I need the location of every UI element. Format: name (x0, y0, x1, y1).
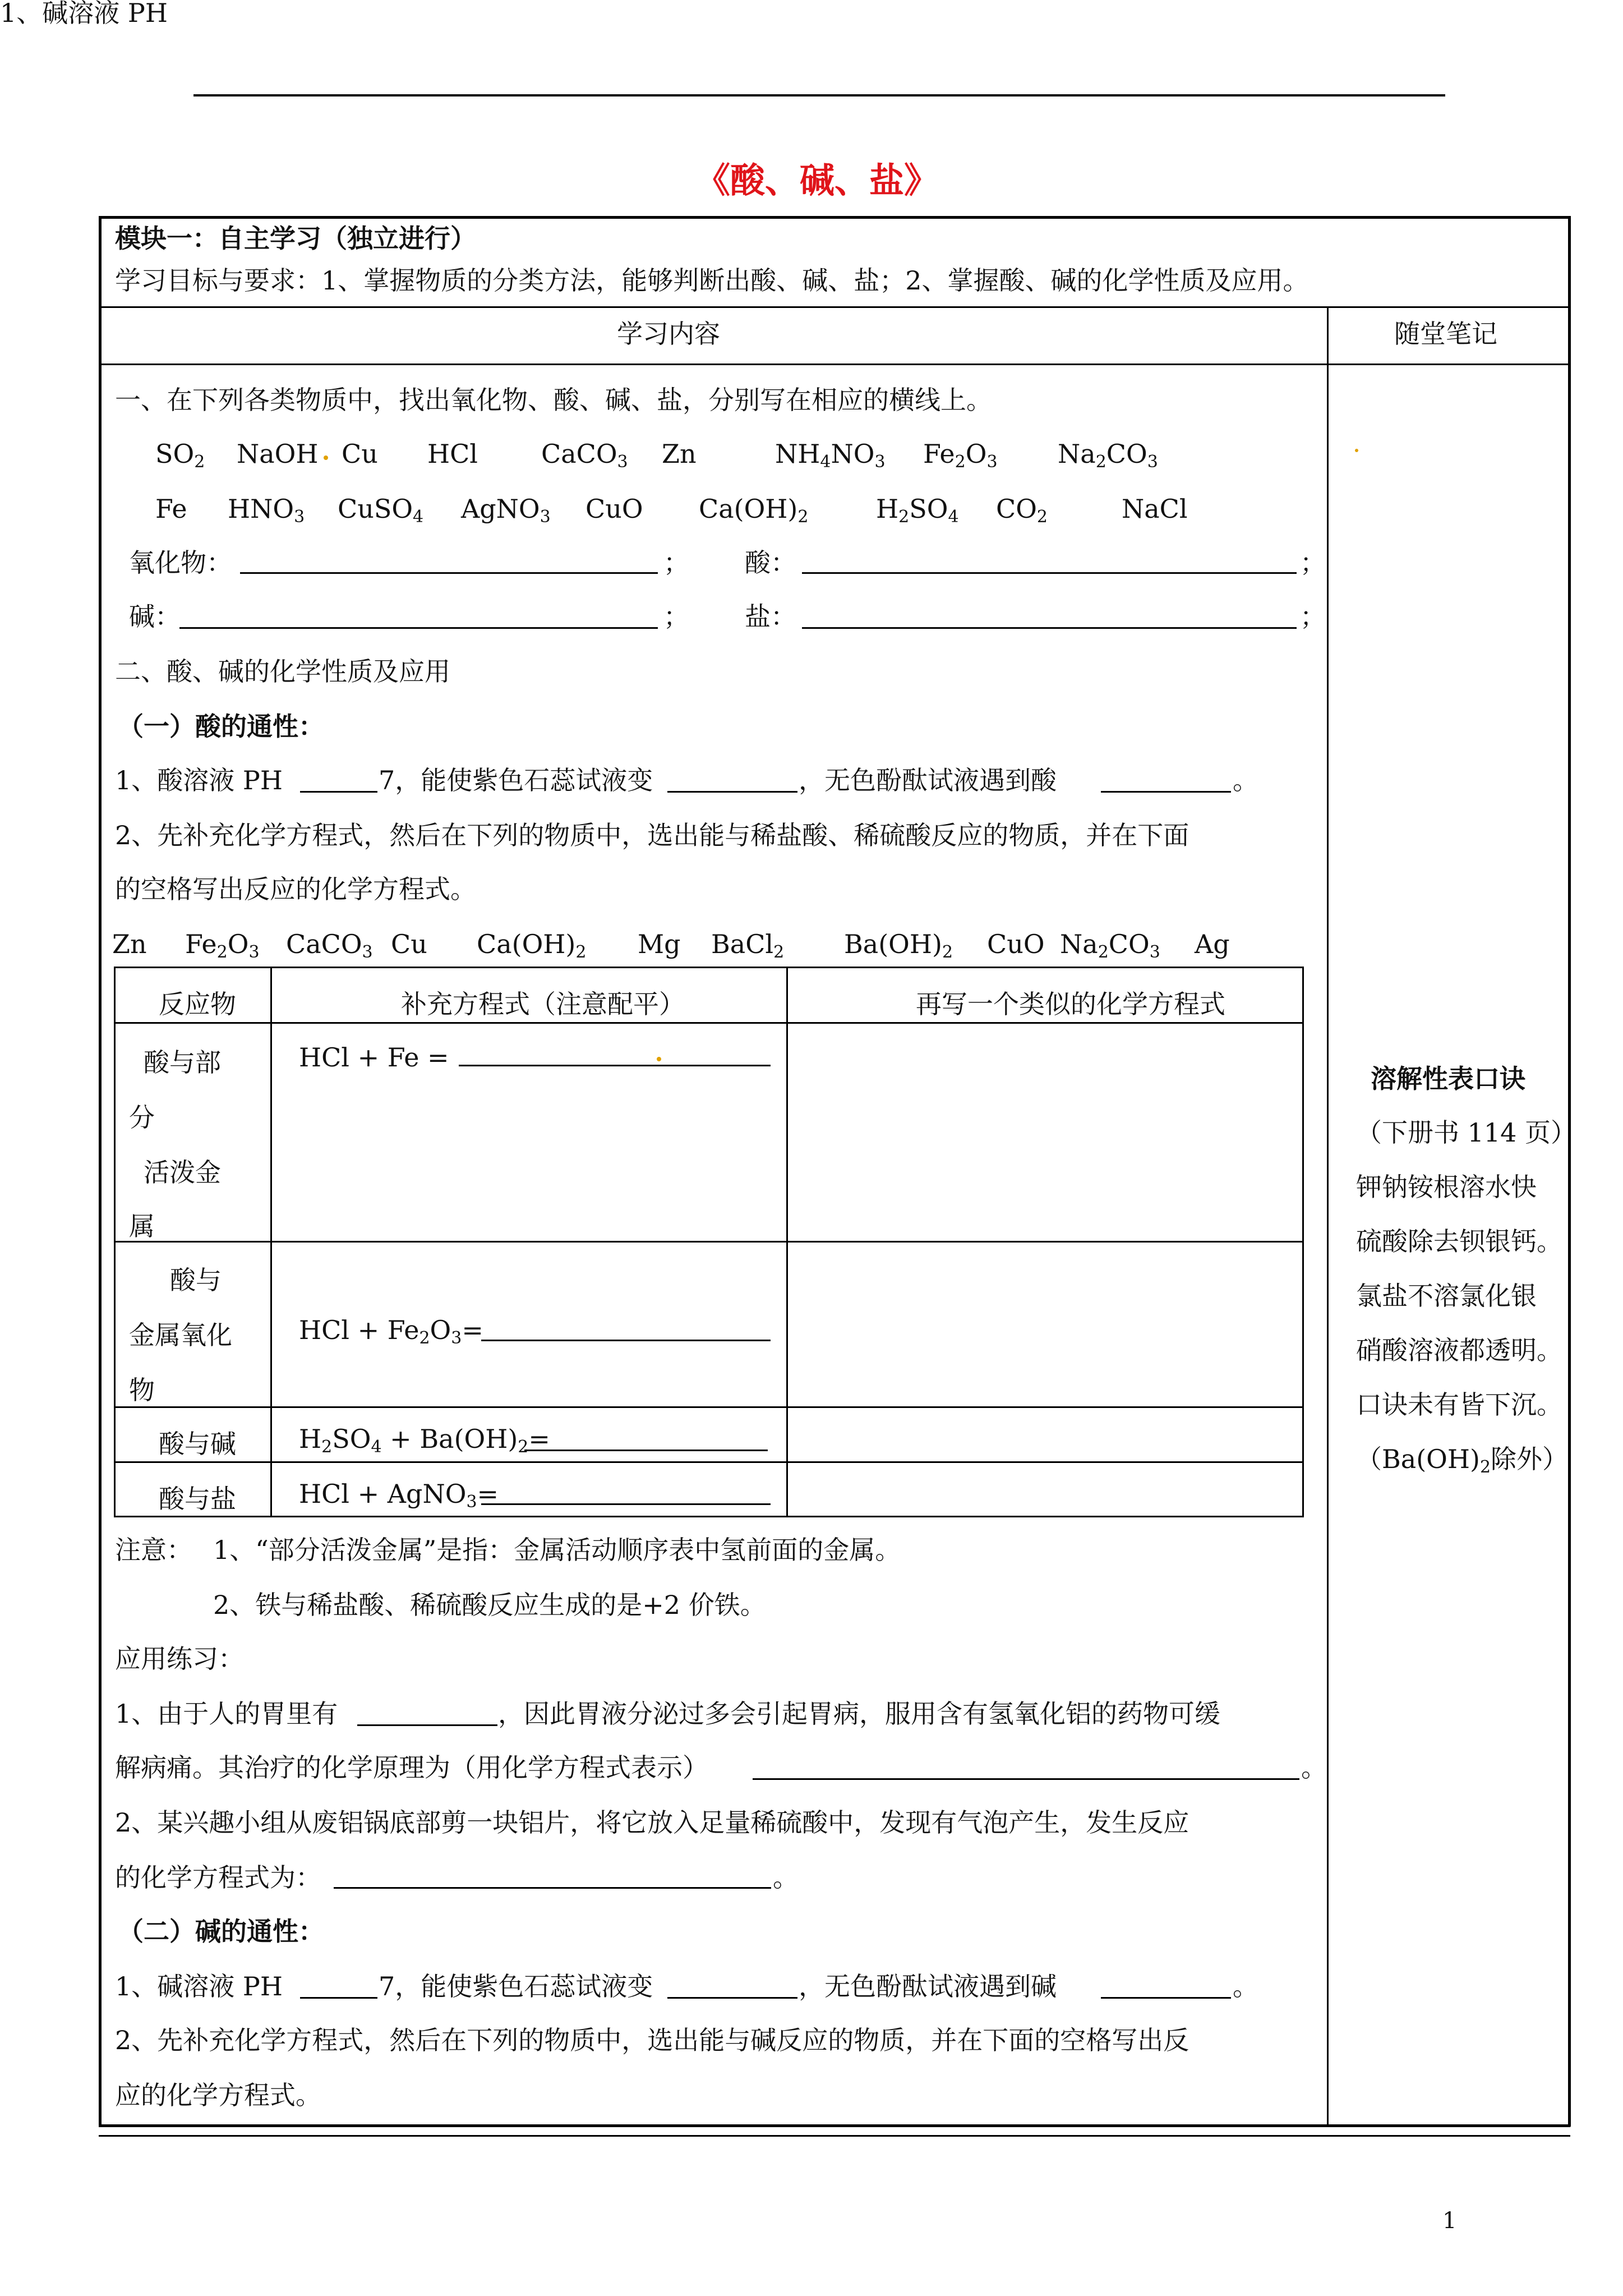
frame-bottom-shadow (99, 2135, 1570, 2137)
substance-cu: Cu (342, 439, 378, 469)
practice-title: 应用练习： (115, 1644, 244, 1674)
table-header-equation: 补充方程式（注意配平） (401, 989, 685, 1019)
solubility-line-exception: （$Ba(OH)_2$除外） (1356, 1444, 1569, 1477)
substance-caco3: CaCO$_3$ (541, 439, 628, 472)
table-line (1302, 967, 1304, 1517)
answer-blank-oxide[interactable] (240, 572, 658, 574)
label-oxide: 氧化物： (129, 547, 232, 578)
answer-blank-phenol-base[interactable] (1101, 1997, 1231, 1999)
answer-blank-treatment-equation[interactable] (753, 1778, 1299, 1780)
stray-mark (1355, 449, 1358, 452)
equation-acid-base: $H_2SO_4 + Ba(OH)_2=$ (299, 1424, 550, 1457)
semicolon: ； (1300, 601, 1326, 632)
answer-blank-litmus-base[interactable] (667, 1997, 797, 1999)
reactant-label: 酸与 (170, 1265, 222, 1295)
page-title: 《酸、碱、盐》 (695, 160, 939, 201)
choice-mg: Mg (638, 929, 681, 959)
acid-q1-part2: 7，能使紫色石蕊试液变 (379, 765, 653, 795)
substance-fe2o3: $Fe_2O_3$ (923, 439, 998, 472)
reactant-label: 分 (129, 1102, 155, 1133)
answer-blank-salt[interactable] (802, 627, 1297, 629)
solubility-line: 口诀未有皆下沉。 (1356, 1389, 1562, 1420)
header-rule (193, 94, 1445, 96)
base-q1-part1: 1、碱溶液 PH (0, 0, 168, 28)
solubility-line: 氯盐不溶氯化银 (1356, 1281, 1537, 1311)
choice-fe2o3: $Fe_2O_3$ (185, 929, 260, 962)
table-line (786, 967, 788, 1517)
header-row-bottom (99, 364, 1570, 365)
choice-bacl2: BaCl$_2$ (711, 929, 785, 962)
stray-mark (657, 1057, 661, 1061)
practice-2b: 的化学方程式为： (115, 1862, 321, 1893)
header-row-top (99, 306, 1570, 308)
notes-column-divider (1327, 306, 1329, 2127)
choice-caoh2: $Ca(OH)_2$ (477, 929, 587, 962)
reactant-label: 金属氧化 (129, 1320, 232, 1350)
answer-blank-base-ph[interactable] (300, 1997, 377, 1999)
table-header-similar: 再写一个类似的化学方程式 (916, 989, 1225, 1019)
semicolon: ； (663, 601, 689, 632)
table-line (114, 967, 1304, 968)
label-acid: 酸： (745, 547, 796, 578)
reactant-label: 酸与部 (144, 1047, 221, 1078)
choice-caco3: CaCO$_3$ (286, 929, 373, 962)
substance-nh4no3: $NH_4NO_3$ (775, 439, 886, 472)
practice-1a: 1、由于人的胃里有 (115, 1699, 338, 1729)
base-q2-line2: 应的化学方程式。 (115, 2080, 321, 2110)
section1-prompt: 一、在下列各类物质中，找出氧化物、酸、碱、盐，分别写在相应的横线上。 (115, 385, 992, 415)
solubility-line: 硝酸溶液都透明。 (1356, 1335, 1562, 1365)
section2-heading: 二、酸、碱的化学性质及应用 (115, 656, 450, 687)
note-label: 注意： (115, 1535, 192, 1565)
choice-zn: Zn (112, 929, 147, 959)
substance-fe: Fe (155, 494, 187, 524)
practice-1-end: 。 (1301, 1752, 1327, 1783)
substance-hcl: HCl (427, 439, 478, 469)
frame-right (1568, 216, 1571, 2127)
reactant-label: 活泼金 (144, 1157, 221, 1188)
base-q1-part1: 1、碱溶液 PH (115, 1971, 283, 2001)
choice-cu: Cu (391, 929, 427, 959)
answer-blank-base[interactable] (179, 627, 658, 629)
choice-na2co3: $Na_2CO_3$ (1060, 929, 1160, 962)
base-q1-part4: 。 (1233, 1971, 1258, 2001)
frame-left (99, 216, 102, 2127)
practice-2-end: 。 (773, 1862, 799, 1893)
answer-blank-equation[interactable] (524, 1450, 768, 1451)
acid-properties-title: （一）酸的通性： (118, 711, 324, 742)
substance-caoh2: $Ca(OH)_2$ (699, 494, 809, 527)
substance-zn: Zn (662, 439, 697, 469)
base-properties-title: （二）碱的通性： (118, 1916, 324, 1947)
stray-mark (324, 455, 328, 460)
acid-q2-line2: 的空格写出反应的化学方程式。 (115, 874, 476, 904)
practice-1b: ，因此胃液分泌过多会引起胃病，服用含有氢氧化铝的药物可缓 (498, 1699, 1220, 1729)
reactant-label: 属 (129, 1211, 155, 1241)
acid-q2-line1: 2、先补充化学方程式，然后在下列的物质中，选出能与稀盐酸、稀硫酸反应的物质，并在下面 (115, 820, 1189, 850)
answer-blank-litmus-acid[interactable] (667, 791, 797, 793)
equation-acid-metal-oxide: HCl + $Fe_2O_3=$ (299, 1315, 483, 1348)
column-header-notes: 随堂笔记 (1394, 319, 1497, 349)
choice-ag: Ag (1195, 929, 1230, 959)
solubility-mnemonic-heading: 溶解性表口诀 (1371, 1064, 1525, 1094)
label-base: 碱： (129, 601, 181, 632)
answer-blank-equation[interactable] (481, 1503, 771, 1505)
answer-blank-stomach[interactable] (357, 1724, 497, 1726)
module-objectives: 学习目标与要求：1、掌握物质的分类方法，能够判断出酸、碱、盐；2、掌握酸、碱的化学性质及应用。 (115, 265, 1309, 296)
substance-nacl: NaCl (1122, 494, 1188, 524)
reactant-label: 物 (129, 1375, 155, 1405)
semicolon: ； (1300, 547, 1326, 578)
acid-q1-part3: ，无色酚酞试液遇到酸 (799, 765, 1057, 795)
answer-blank-aluminum-equation[interactable] (334, 1887, 771, 1889)
equation-acid-metal: HCl + Fe = (299, 1042, 449, 1073)
equation-acid-salt: HCl + AgNO$_3$= (299, 1479, 499, 1512)
table-line (114, 1461, 1304, 1463)
acid-q1-part1: 1、酸溶液 PH (115, 765, 283, 795)
page-number: 1 (1442, 2208, 1457, 2234)
frame-top (99, 216, 1570, 219)
solubility-line: 硫酸除去钡银钙。 (1356, 1226, 1562, 1257)
choice-baoh2: $Ba(OH)_2$ (844, 929, 953, 962)
column-header-content: 学习内容 (617, 319, 720, 349)
table-line (270, 967, 272, 1517)
solubility-line: （下册书 114 页） (1356, 1117, 1577, 1148)
table-line (114, 1516, 1304, 1517)
substance-na2co3: $Na_2CO_3$ (1058, 439, 1158, 472)
substance-agno3: AgNO$_3$ (461, 494, 551, 527)
table-line (114, 1241, 1304, 1243)
answer-blank-equation[interactable] (481, 1340, 771, 1341)
solubility-line: 钾钠铵根溶水快 (1356, 1172, 1537, 1202)
practice-2a: 2、某兴趣小组从废铝锅底部剪一块铝片，将它放入足量稀硫酸中，发现有气泡产生，发生反应 (115, 1807, 1189, 1838)
substance-so2: $SO_2$ (155, 439, 205, 472)
base-q1-part3: ，无色酚酞试液遇到碱 (799, 1971, 1057, 2001)
base-q2-line1: 2、先补充化学方程式，然后在下列的物质中，选出能与碱反应的物质，并在下面的空格写出反 (115, 2025, 1189, 2055)
module-heading: 模块一：自主学习（独立进行） (115, 223, 476, 254)
base-q1-part2: 7，能使紫色石蕊试液变 (379, 1971, 653, 2001)
substance-cuso4: CuSO$_4$ (338, 494, 424, 527)
note-2: 2、铁与稀盐酸、稀硫酸反应生成的是+2 价铁。 (213, 1590, 766, 1620)
substance-h2so4: $H_2SO_4$ (876, 494, 959, 527)
table-line (114, 1406, 1304, 1408)
substance-hno3: $HNO_3$ (228, 494, 305, 527)
answer-blank-phenol-acid[interactable] (1101, 791, 1231, 793)
substance-naoh: NaOH (237, 439, 319, 469)
semicolon: ； (663, 547, 689, 578)
answer-blank-acid[interactable] (802, 572, 1297, 574)
frame-bottom (99, 2124, 1570, 2127)
note-1: 1、“部分活泼金属”是指：金属活动顺序表中氢前面的金属。 (213, 1535, 901, 1565)
table-line (114, 967, 116, 1517)
answer-blank-acid-ph[interactable] (300, 791, 377, 793)
reactant-label: 酸与盐 (159, 1484, 236, 1514)
substance-cuo: CuO (585, 494, 643, 524)
practice-1c: 解病痛。其治疗的化学原理为（用化学方程式表示） (115, 1752, 708, 1783)
choice-cuo: CuO (987, 929, 1045, 959)
substance-co2: $CO_2$ (996, 494, 1048, 527)
reactant-label: 酸与碱 (159, 1429, 236, 1459)
label-salt: 盐： (745, 601, 796, 632)
answer-blank-equation[interactable] (459, 1065, 771, 1066)
table-header-reactant: 反应物 (159, 989, 236, 1019)
acid-q1-part4: 。 (1233, 765, 1258, 795)
table-line (114, 1022, 1304, 1024)
